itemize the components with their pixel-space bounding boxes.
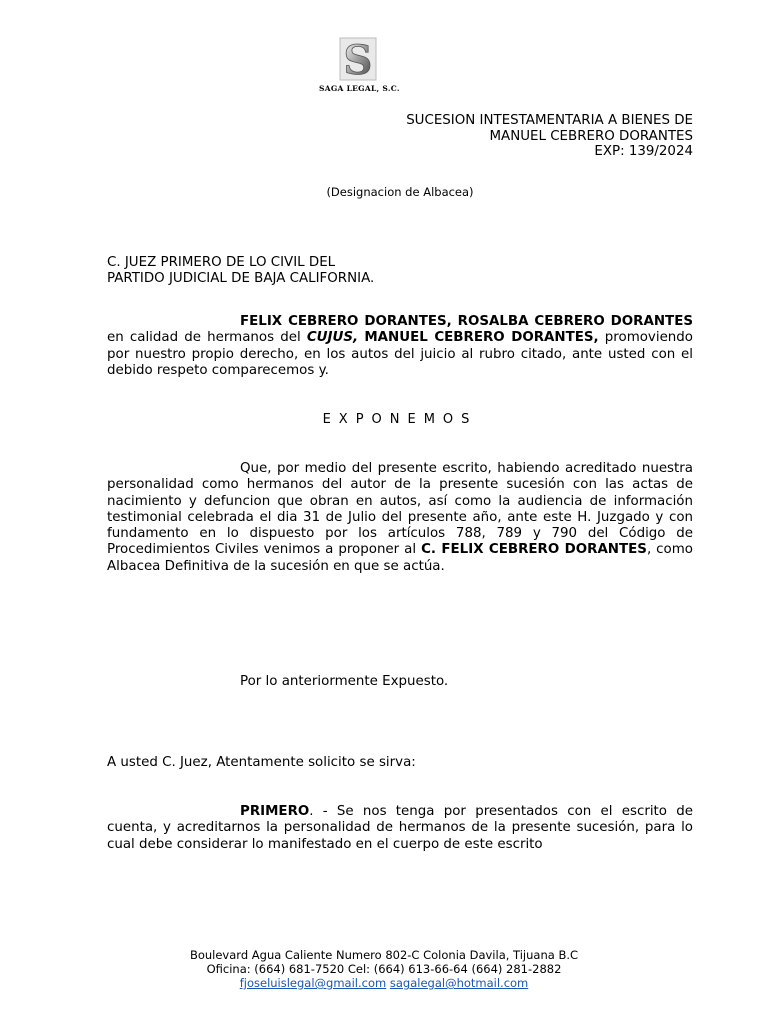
logo-name: SAGA LEGAL, S.C. [319,84,400,93]
petitioner-names: FELIX CEBRERO DORANTES, ROSALBA CEBRERO DORANTES [240,314,693,329]
closing-line [107,674,693,690]
saga-legal-logo [318,34,418,98]
footer-address: Boulevard Agua Caliente Numero 802-C Colonia Davila, Tijuana B.C [189,948,579,962]
document-designation: (Designacion de Albacea) [326,185,474,199]
body-text-a: Que, por medio del presente escrito, habiendo acreditado nuestra personalidad como hermanos del autor de la presente sucesión con las actas de nacimiento y defuncion que obran en autos, así como la audiencia de información testimonial celebrada el dia 31 de Julio del presente año, ante este H. Juzgado y con fundamento en lo dispuesto por los artículos 788, 789 y 790 del Código de Procedimientos Civiles venimos a proponer al [107,461,693,558]
case-file-number: EXP: 139/2024 [594,144,693,159]
primero-label: PRIMERO [240,804,310,819]
intro-text-a: en calidad de hermanos del [107,330,307,346]
case-title-line: SUCESION INTESTAMENTARIA A BIENES DE [406,113,693,128]
footer-phones: Oficina: (664) 681-7520 Cel: (664) 613-66-64 (664) 281-2882 [206,962,562,976]
letterhead-footer [0,948,768,990]
body-paragraph [107,461,693,575]
request-line: A usted C. Juez, Atentamente solicito se sirva: [107,755,416,770]
case-header [406,113,693,160]
email-link-2[interactable]: sagalegal@hotmail.com [389,976,529,990]
addressee-block [107,255,374,286]
footer-emails [0,976,768,990]
email-link-1[interactable]: fjoseluislegal@gmail.com [239,976,387,990]
intro-text-c: promoviendo por nuestro propio derecho, en los autos del juicio al rubro citado, ante usted con el debido respeto comparecemos y. [107,330,693,378]
section-heading: EXPONEMOS [322,412,478,427]
case-deceased-name: MANUEL CEBRERO DORANTES [489,128,693,144]
cujus-label: CUJUS, [306,330,359,346]
logo-letter: S [343,37,373,82]
primero-text: . - Se nos tenga por presentados con el escrito de cuenta, y acreditarnos la personalidad de hermanos de la presente sucesión, para lo cual debe considerar lo manifestado en el cuerpo de este escrito [107,804,693,852]
deceased-name: MANUEL CEBRERO DORANTES, [364,330,599,346]
addressee-line-1: C. JUEZ PRIMERO DE LO CIVIL DEL [107,255,336,270]
logo-s-emblem [338,34,380,82]
intro-paragraph [107,314,693,379]
primero-paragraph [107,804,693,853]
addressee-line-2: PARTIDO JUDICIAL DE BAJA CALIFORNIA. [107,270,375,286]
executor-name: C. FELIX CEBRERO DORANTES [421,542,647,558]
closing-text: Por lo anteriormente Expuesto. [240,674,449,689]
body-text-b: , como Albacea Definitiva de la sucesión en que se actúa. [107,542,693,574]
